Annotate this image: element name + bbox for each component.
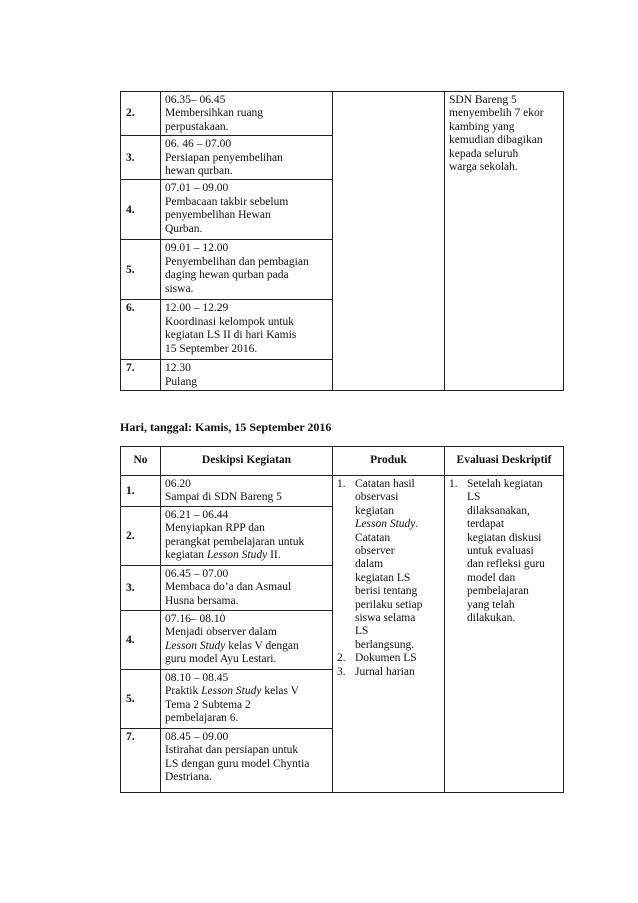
evaluation-text: warga sekolah. (449, 161, 518, 174)
activity-text: Tema 2 Subtema 2 (165, 698, 251, 711)
row-number: 2. (121, 507, 161, 566)
activity-time: 06.35– 06.45 (165, 94, 226, 106)
activity-text: Penyembelihan dan pembagian (165, 255, 309, 268)
activity-time: 07.16– 08.10 (165, 613, 226, 625)
activity-text: Istirahat dan persiapan untuk (165, 744, 299, 757)
list-text: yang telah (467, 598, 515, 611)
header-product: Produk (333, 447, 445, 476)
list-text: untuk evaluasi (467, 545, 534, 558)
list-text: dilaksanakan, (467, 504, 530, 517)
activity-cell (161, 136, 333, 180)
activity-text: Husna bersama. (165, 594, 239, 607)
evaluation-cell (445, 476, 564, 793)
activity-text: kelas V dengan (225, 639, 299, 652)
schedule-table (120, 446, 564, 793)
row-number: 5. (121, 240, 161, 300)
list-text: Dokumen LS (355, 652, 417, 665)
list-text: berlangsung. (355, 638, 415, 651)
activity-time: 06.45 – 07.00 (165, 568, 229, 580)
activity-text-italic: Lesson Study (206, 549, 268, 562)
evaluation-text: SDN Bareng 5 (449, 94, 517, 106)
activity-text: II. (267, 549, 281, 562)
activity-time: 07.01 – 09.00 (165, 182, 229, 195)
list-text: observer (355, 545, 395, 558)
list-text: terdapat (467, 518, 505, 531)
activity-text: Destriana. (165, 771, 212, 784)
activity-text: LS dengan guru model Chyntia (165, 757, 310, 770)
activity-text: guru model Ayu Lestari. (165, 653, 277, 666)
activity-time: 08.45 – 09.00 (165, 731, 229, 743)
activity-cell (161, 566, 333, 611)
activity-text: penyembelihan Hewan (165, 209, 271, 222)
activity-time: 06. 46 – 07.00 (165, 138, 232, 151)
list-text: Setelah kegiatan (467, 478, 543, 490)
activity-text: Praktik (165, 685, 202, 698)
activity-text: siswa. (165, 282, 194, 295)
list-text: LS (467, 491, 481, 504)
activity-text: Menyiapkan RPP dan (165, 522, 265, 535)
activity-cell (161, 360, 333, 391)
list-text: dilakukan. (467, 612, 516, 625)
activity-text: Membersihkan ruang (165, 107, 264, 120)
product-cell (333, 476, 445, 793)
header-no: No (121, 447, 161, 476)
activity-text: Qurban. (165, 222, 203, 235)
list-text: kegiatan (355, 504, 394, 517)
evaluation-text: kepada seluruh (449, 147, 519, 160)
list-number: 1. (337, 478, 346, 490)
row-number: 4. (121, 611, 161, 670)
activity-text: Koordinasi kelompok untuk (165, 315, 295, 328)
activity-text-italic: Lesson Study (165, 639, 226, 652)
row-number: 5. (121, 670, 161, 729)
activity-cell (161, 476, 333, 507)
list-text-italic: Lesson Study (355, 518, 416, 531)
activity-time: 06.20 (165, 478, 191, 490)
list-text: perilaku setiap (355, 598, 423, 611)
list-text: siswa selama (355, 612, 416, 625)
list-text: kegiatan LS (355, 571, 411, 584)
activity-cell (161, 180, 333, 240)
row-number: 3. (121, 136, 161, 180)
product-cell (333, 92, 445, 391)
activity-time: 08.10 – 08.45 (165, 672, 229, 684)
activity-time: 12.30 (165, 362, 191, 375)
activity-text: Membaca do’a dan Asmaul (165, 581, 292, 594)
list-text: LS (355, 625, 369, 638)
activity-text: Pulang (165, 375, 197, 388)
evaluation-text: kambing yang (449, 120, 515, 133)
row-number: 6. (121, 300, 161, 360)
activity-text: Persiapan penyembelihan (165, 151, 283, 164)
row-number: 7. (121, 360, 161, 391)
activity-time: 12.00 – 12.29 (165, 302, 229, 315)
activity-text: Sampai di SDN Bareng 5 (165, 491, 282, 504)
activity-time: 09.01 – 12.00 (165, 242, 229, 255)
list-item (337, 666, 440, 679)
activity-time: 06.21 – 06.44 (165, 509, 229, 521)
activity-text: Menjadi observer dalam (165, 626, 277, 639)
list-text: dalam (355, 558, 384, 571)
evaluation-cell (445, 92, 564, 391)
activity-text: kegiatan (165, 549, 207, 562)
list-text: pembelajaran (467, 585, 529, 598)
activity-text: kelas V (261, 685, 299, 698)
list-item (337, 652, 440, 665)
activity-text: perpustakaan. (165, 120, 229, 133)
row-number: 2. (121, 92, 161, 136)
list-text: . (415, 518, 419, 531)
list-item (337, 478, 440, 652)
row-number: 4. (121, 180, 161, 240)
activity-cell (161, 240, 333, 300)
activity-cell (161, 92, 333, 136)
list-text: observasi (355, 491, 399, 504)
activity-text: perangkat pembelajaran untuk (165, 535, 305, 548)
list-number: 2. (337, 652, 346, 665)
activity-text: daging hewan qurban pada (165, 269, 289, 282)
list-number: 3. (337, 665, 346, 678)
activity-text-italic: Lesson Study (201, 685, 262, 698)
activity-cell (161, 300, 333, 360)
activity-cell (161, 507, 333, 566)
activity-cell (161, 729, 333, 793)
evaluation-text: menyembelih 7 ekor (449, 107, 544, 120)
activity-text: pembelajaran 6. (165, 712, 239, 725)
header-activity: Deskipsi Kegiatan (161, 447, 333, 476)
list-text: kegiatan diskusi (467, 531, 542, 544)
row-number: 3. (121, 566, 161, 611)
list-text: berisi tentang (355, 585, 418, 598)
activity-text: 15 September 2016. (165, 342, 258, 355)
row-number: 1. (121, 476, 161, 507)
header-evaluation: Evaluasi Deskriptif (445, 447, 564, 476)
list-number: 1. (449, 478, 458, 490)
list-text: Catatan (355, 531, 391, 544)
schedule-table-continued (120, 91, 564, 391)
list-text: model dan (467, 571, 516, 584)
activity-text: kegiatan LS II di hari Kamis (165, 329, 297, 342)
evaluation-list (449, 478, 559, 625)
list-text: dan refleksi guru (467, 558, 545, 571)
activity-cell (161, 670, 333, 729)
evaluation-text: kemudian dibagikan (449, 134, 543, 147)
activity-text: Pembacaan takbir sebelum (165, 195, 289, 208)
row-number: 7. (121, 729, 161, 793)
list-text: Jurnal harian (355, 665, 415, 678)
product-list (337, 478, 440, 679)
activity-text: hewan qurban. (165, 165, 233, 178)
list-item (449, 478, 559, 625)
activity-cell (161, 611, 333, 670)
list-text: Catatan hasil (355, 478, 415, 490)
day-heading: Hari, tanggal: Kamis, 15 September 2016 (120, 420, 332, 434)
